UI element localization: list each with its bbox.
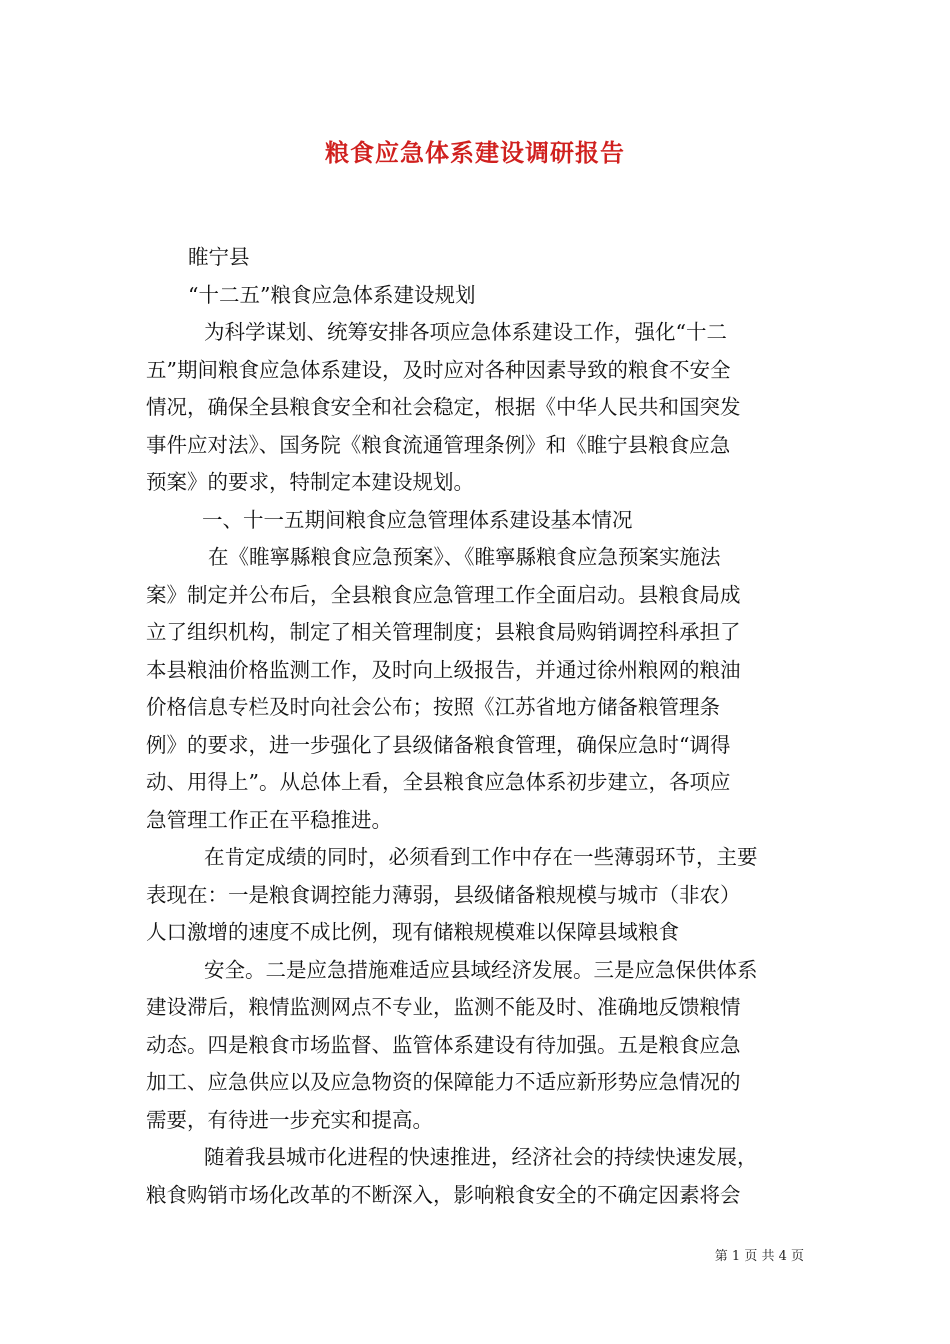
body-line: 粮食购销市场化改革的不断深入，影响粮食安全的不确定因素将会: [146, 1182, 741, 1207]
body-line: 随着我县城市化进程的快速推进，经济社会的持续快速发展，: [204, 1145, 758, 1169]
body-line: 预案》的要求，特制定本建设规划。: [146, 470, 474, 494]
body-line: 本县粮油价格监测工作，及时向上级报告，并通过徐州粮网的粮油: [146, 657, 741, 682]
body-line: 在《睢寧縣粮食应急预案》、《睢寧縣粮食应急预案实施法: [208, 545, 721, 569]
page-number: 第 1 页 共 4 页: [714, 1249, 804, 1264]
body-line: 例》的要求，进一步强化了县级储备粮食管理，确保应急时“调得: [146, 732, 731, 757]
body-line: 需要，有待进一步充实和提高。: [146, 1107, 433, 1132]
body-line: 建设滞后，粮情监测网点不专业，监测不能及时、准确地反馈粮情: [146, 995, 741, 1019]
body-line: 急管理工作正在平稳推进。: [146, 807, 392, 832]
body-line: 为科学谋划、统筹安排各项应急体系建设工作，强化“十二: [204, 320, 727, 344]
body-line: 事件应对法》、国务院《粮食流通管理条例》和《睢宁县粮食应急: [146, 432, 731, 457]
body-line: 睢宁县: [188, 245, 250, 269]
body-line: 价格信息专栏及时向社会公布；按照《江苏省地方储备粮管理条: [146, 695, 720, 719]
body-line: 动、用得上”。从总体上看，全县粮食应急体系初步建立，各项应: [146, 770, 731, 794]
body-line: 情况，确保全县粮食安全和社会稳定，根据《中华人民共和国突发: [146, 395, 741, 419]
body-line: 案》制定并公布后，全县粮食应急管理工作全面启动。县粮食局成: [146, 582, 741, 607]
section-heading: 一、十一五期间粮食应急管理体系建设基本情况: [202, 507, 633, 532]
body-line: 安全。二是应急措施难适应县域经济发展。三是应急保供体系: [204, 957, 758, 982]
body-line: “十二五”粮食应急体系建设规划: [188, 282, 476, 307]
document-body: [146, 239, 806, 1214]
body-line: 动态。四是粮食市场监督、监管体系建设有待加强。五是粮食应急: [146, 1032, 741, 1057]
body-line: 加工、应急供应以及应急物资的保障能力不适应新形势应急情况的: [146, 1070, 741, 1094]
body-line: 人口激增的速度不成比例，现有储粮规模难以保障县域粮食: [146, 920, 679, 944]
body-line: 五”期间粮食应急体系建设，及时应对各种因素导致的粮食不安全: [146, 357, 731, 382]
body-line: 立了组织机构，制定了相关管理制度；县粮食局购销调控科承担了: [146, 620, 741, 644]
body-line: 表现在：一是粮食调控能力薄弱，县级储备粮规模与城市（非农）: [146, 882, 741, 907]
document-title: 粮食应急体系建设调研报告: [325, 139, 625, 167]
body-line: 在肯定成绩的同时，必须看到工作中存在一些薄弱环节，主要: [204, 845, 758, 869]
